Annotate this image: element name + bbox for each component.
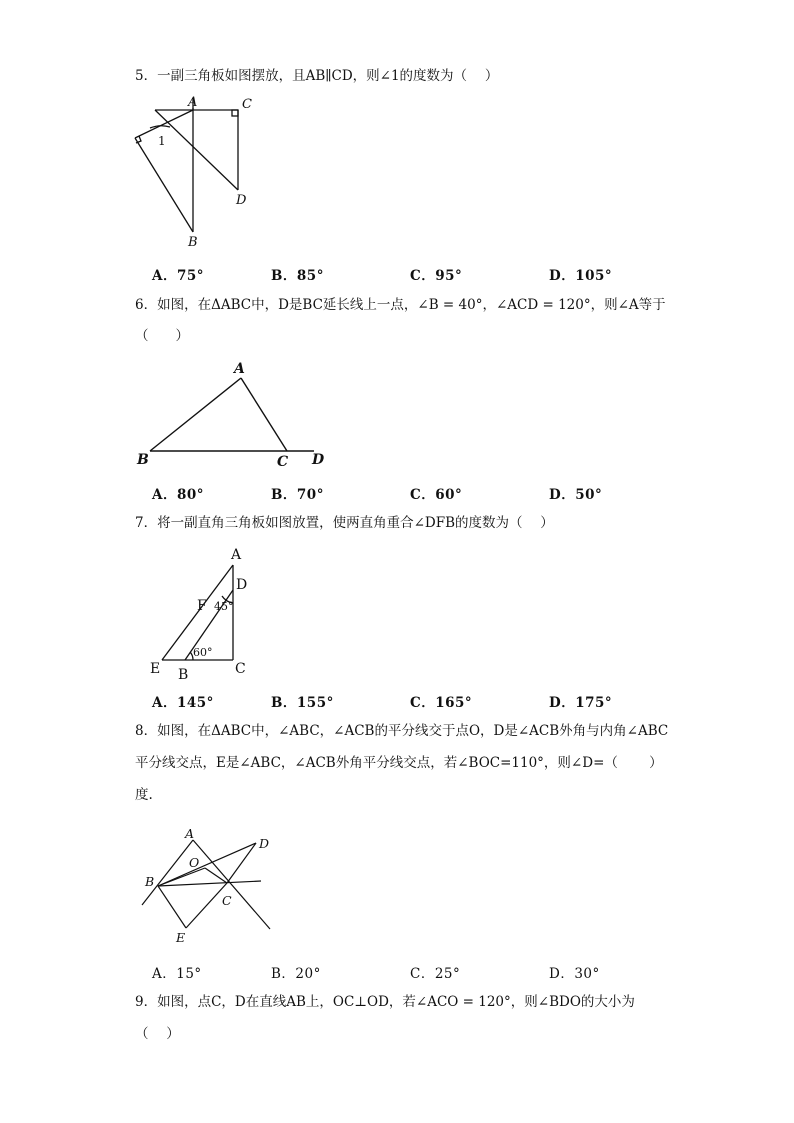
q6-option-a[interactable]: A．80°	[152, 487, 205, 503]
q8-line-oc	[205, 868, 227, 883]
q7-label-d: D	[236, 577, 248, 593]
q5-angle-1-arc	[150, 126, 170, 128]
q8-line-ce	[186, 883, 227, 928]
q7-label-b: B	[178, 667, 189, 683]
q5-label-b: B	[188, 235, 198, 250]
question-7-stem: 7．将一副直角三角板如图放置，使两直角重合∠DFB的度数为（ ）	[135, 515, 554, 531]
q5-label-c: C	[242, 97, 252, 112]
question-8-stem-line-3: 度.	[135, 787, 153, 803]
q8-label-c: C	[222, 893, 232, 908]
q5-label-a: A	[188, 95, 198, 110]
q6-label-d: D	[312, 452, 325, 468]
q5-line-left-top	[135, 110, 193, 138]
q5-line-diag-d	[155, 110, 238, 190]
q6-option-c[interactable]: C．60°	[410, 487, 463, 503]
q7-option-c[interactable]: C．165°	[410, 695, 473, 711]
q8-label-a: A	[185, 826, 195, 841]
q6-side-ac	[241, 378, 287, 451]
q7-option-b[interactable]: B．155°	[271, 695, 334, 711]
question-6-stem-line-2: （ ）	[135, 328, 189, 344]
q8-line-ba-ext	[142, 840, 193, 905]
q8-line-cd	[227, 843, 256, 883]
q7-label-c: C	[235, 661, 246, 677]
q7-label-f: F	[197, 598, 207, 614]
q8-line-bc-ext	[158, 881, 261, 886]
q7-line-ea	[162, 565, 233, 660]
q5-label-1: 1	[158, 134, 166, 148]
q8-line-bd	[158, 843, 256, 886]
q7-line-bd	[185, 590, 233, 660]
q8-line-be	[158, 886, 186, 928]
q7-label-60: 60°	[193, 646, 213, 659]
q7-option-a[interactable]: A．145°	[152, 695, 214, 711]
q8-option-d[interactable]: D．30°	[549, 966, 600, 982]
q6-side-ba	[150, 378, 241, 451]
q5-option-b[interactable]: B．85°	[271, 268, 324, 284]
q7-label-a: A	[231, 547, 242, 563]
q6-label-c: C	[277, 454, 289, 470]
q8-label-e: E	[176, 930, 186, 945]
q5-option-d[interactable]: D．105°	[549, 268, 613, 284]
q7-angle-60-arc	[190, 652, 193, 660]
q7-label-45: 45°	[214, 600, 234, 613]
q5-option-c[interactable]: C．95°	[410, 268, 463, 284]
q8-option-b[interactable]: B．20°	[271, 966, 321, 982]
q7-angle-45-arc	[222, 596, 233, 603]
q5-right-angle-left	[136, 136, 141, 143]
q5-right-angle-c	[232, 110, 238, 116]
q8-option-a[interactable]: A．15°	[152, 966, 202, 982]
q8-option-c[interactable]: C．25°	[410, 966, 461, 982]
question-9-stem-line-2: （ ）	[135, 1026, 180, 1042]
q5-line-hyp1	[135, 138, 193, 232]
question-6-stem-line-1: 6．如图，在ΔABC中，D是BC延长线上一点，∠B = 40°，∠ACD = 120°，则∠A等于	[135, 297, 666, 313]
question-5-stem: 5．一副三角板如图摆放，且AB∥CD，则∠1的度数为（ ）	[135, 68, 499, 84]
q8-label-b: B	[145, 874, 155, 889]
question-8-stem-line-1: 8．如图，在ΔABC中，∠ABC，∠ACB的平分线交于点O，D是∠ACB外角与内角∠ABC	[135, 723, 669, 739]
question-8-stem-line-2: 平分线交点，E是∠ABC，∠ACB外角平分线交点，若∠BOC=110°，则∠D=（ ）	[135, 755, 663, 771]
q8-label-o: O	[189, 855, 200, 870]
q8-line-bo	[158, 868, 205, 886]
q5-option-a[interactable]: A．75°	[152, 268, 205, 284]
q8-label-d: D	[259, 836, 270, 851]
q7-option-d[interactable]: D．175°	[549, 695, 613, 711]
q8-line-ac-ext	[193, 840, 270, 929]
question-9-stem-line-1: 9．如图，点C，D在直线AB上，OC⊥OD，若∠ACO = 120°，则∠BDO的大小为	[135, 994, 635, 1010]
q5-label-d: D	[236, 193, 247, 208]
q6-label-b: B	[137, 452, 149, 468]
q6-option-d[interactable]: D．50°	[549, 487, 603, 503]
q6-label-a: A	[234, 361, 245, 377]
q6-option-b[interactable]: B．70°	[271, 487, 324, 503]
q7-label-e: E	[150, 661, 161, 677]
